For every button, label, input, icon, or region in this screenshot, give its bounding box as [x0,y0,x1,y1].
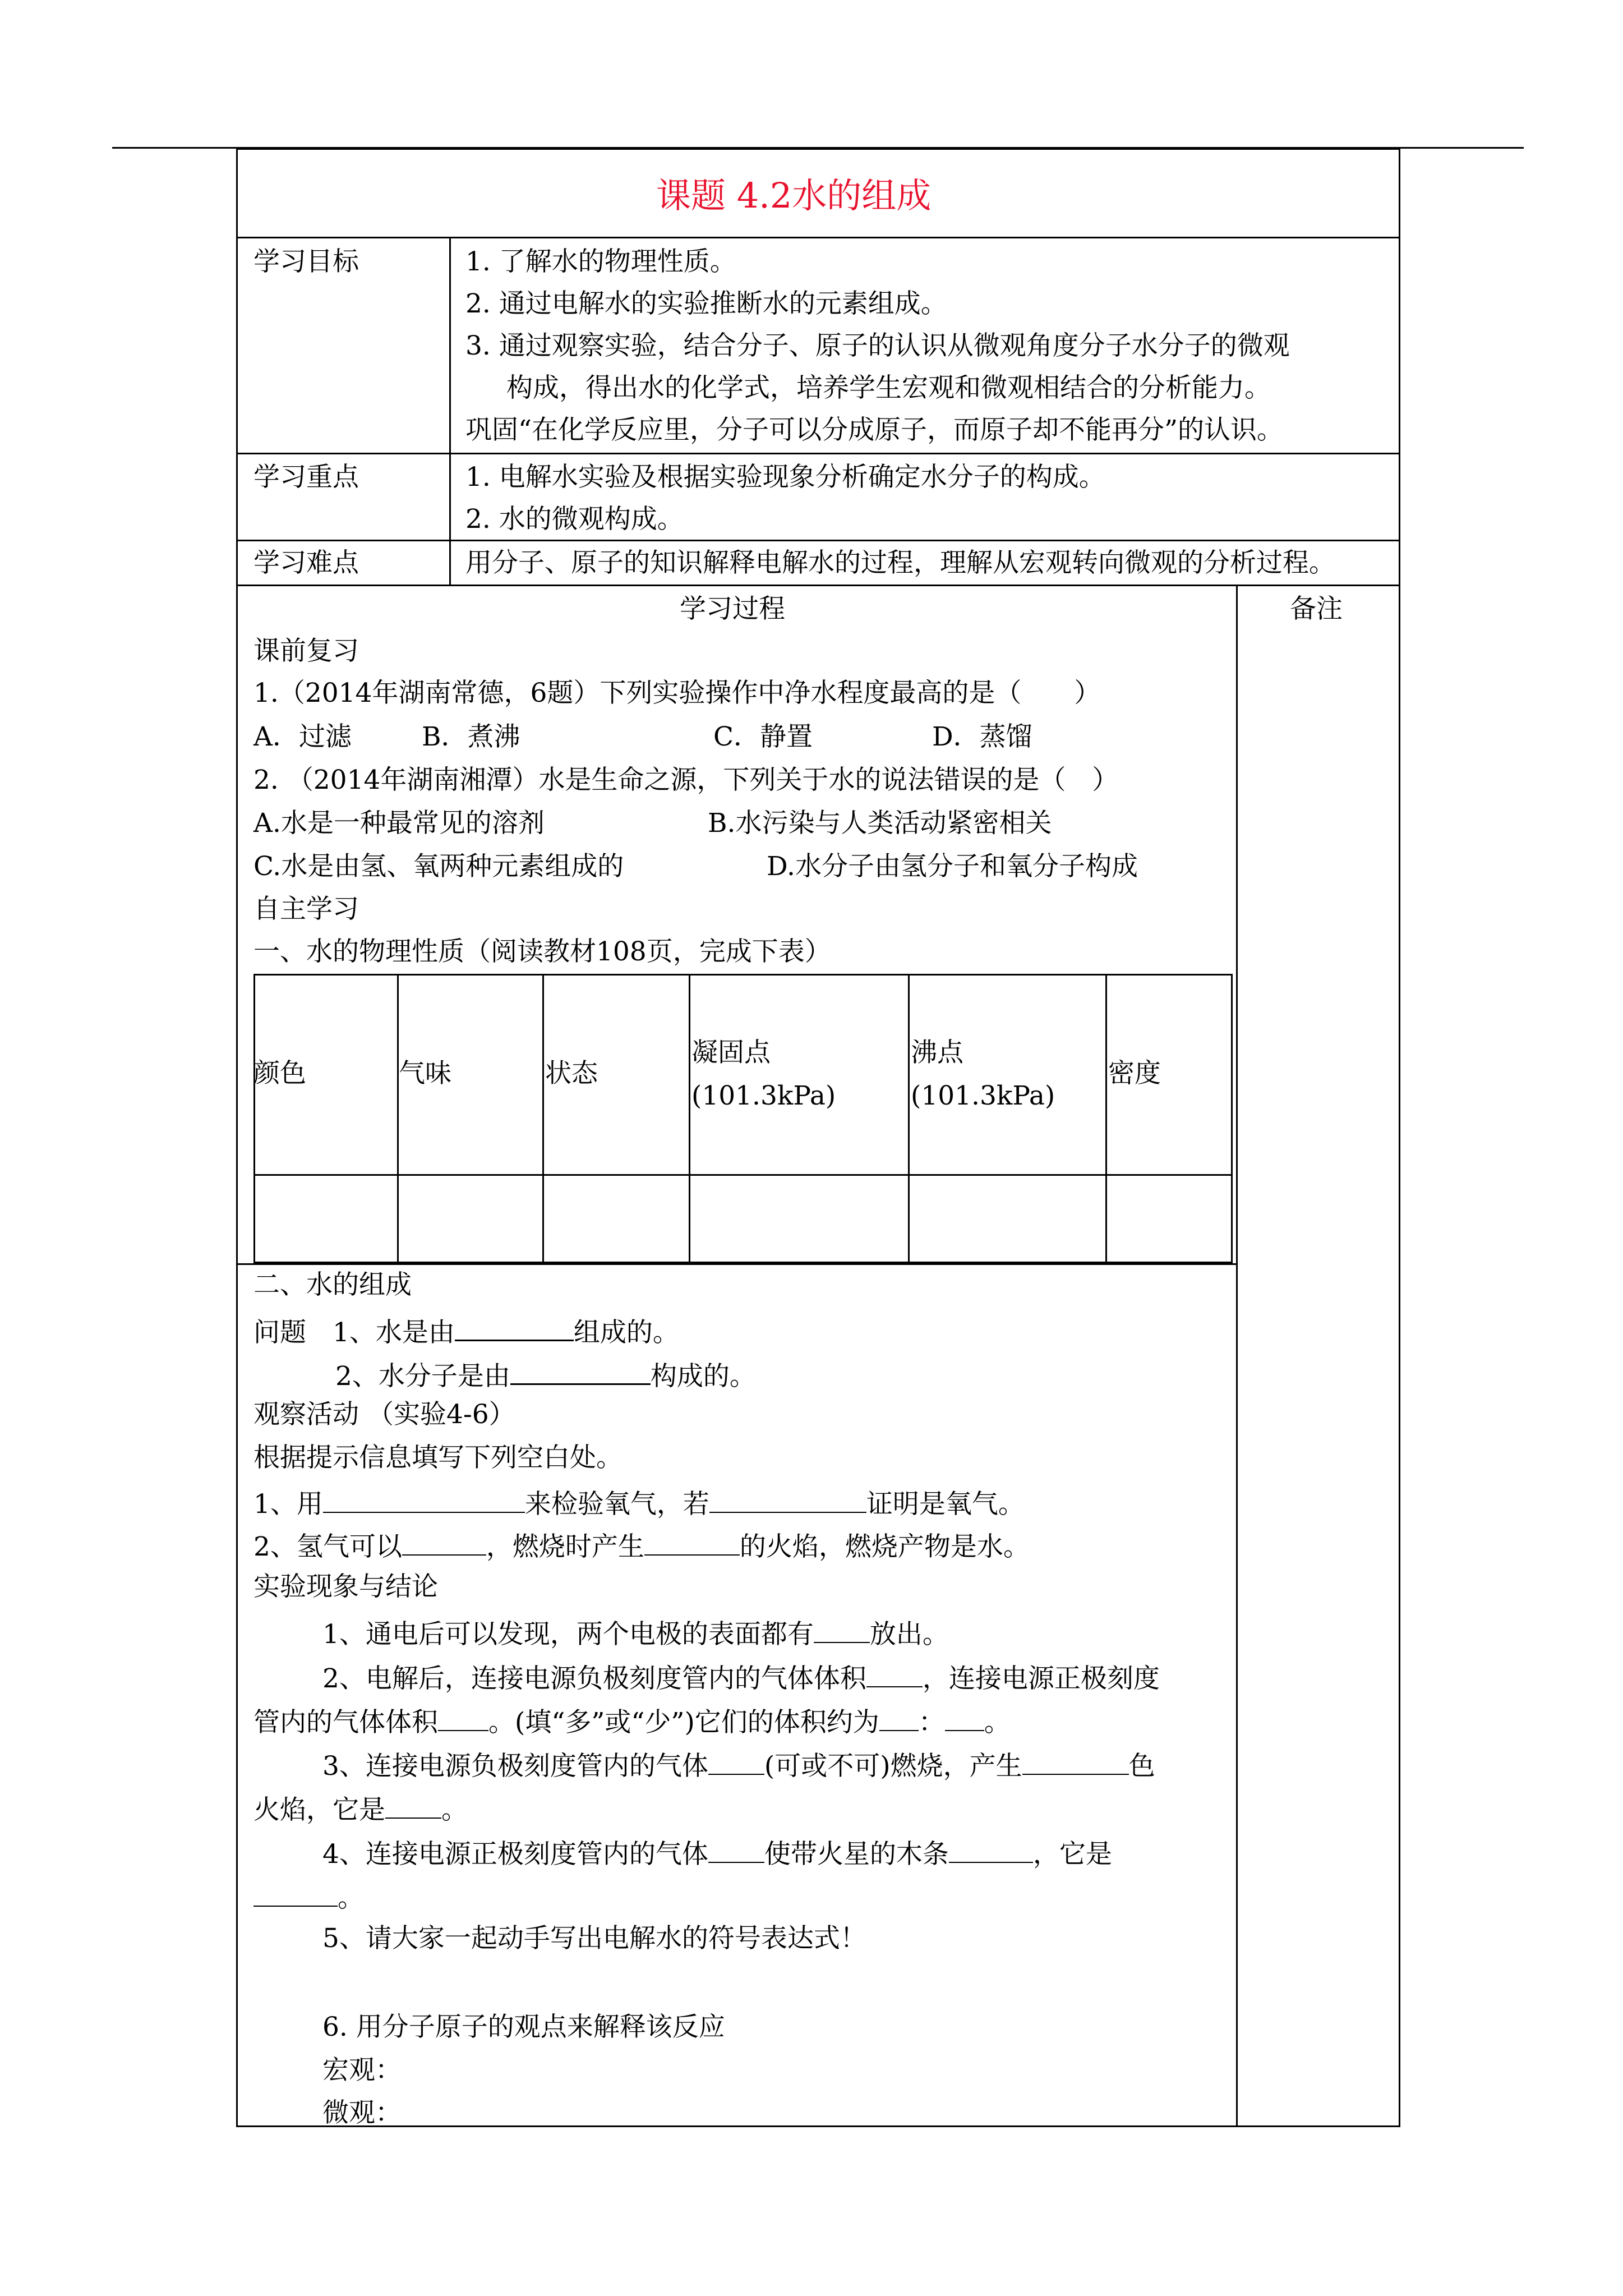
goal-item: 巩固“在化学反应里，分子可以分成原子，而原子却不能再分”的认识。 [465,415,1284,445]
option: B．煮沸 [422,721,520,752]
result-text: 。 [441,1795,468,1825]
goals-label: 学习目标 [253,246,359,277]
result-text: (可或不可)燃烧，产生 [764,1751,1022,1782]
result-line [322,1662,1160,1692]
fill-text: 2、氢气可以 [253,1531,402,1562]
process-header: 学习过程 [680,593,785,624]
result-text: 。(填“多”或“少”)它们的体积约为 [488,1707,879,1738]
option: C.水是由氢、氧两种元素组成的 [253,851,624,882]
grid-line [236,237,1400,238]
fill-text: 1、用 [253,1489,323,1520]
table-header-boiling-point: 沸点 [911,1037,963,1068]
result-text: 管内的气体体积 [253,1707,438,1738]
difficulty-text: 用分子、原子的知识解释电解水的过程，理解从宏观转向微观的分析过程。 [465,547,1335,578]
grid-line [397,974,399,1263]
result-text: 。 [984,1707,1011,1738]
results-heading: 实验现象与结论 [253,1571,438,1602]
result-line [322,1837,1112,1870]
answer-blank [253,1881,338,1907]
goal-item: 1. 了解水的物理性质。 [465,246,736,277]
answer-blank [949,1837,1033,1863]
answer-blank [385,1793,441,1819]
goal-item: 构成，得出水的化学式，培养学生宏观和微观相结合的分析能力。 [506,372,1271,403]
grid-line [1236,585,1238,2127]
result-text: 使带火星的木条 [764,1839,949,1870]
option: B.水污染与人类活动紧密相关 [708,808,1052,839]
review-heading: 课前复习 [253,636,359,666]
difficulty-label: 学习难点 [253,547,359,578]
result-text: 2、电解后，连接电源负极刻度管内的气体体积 [322,1663,866,1694]
fill-text: 的火焰，燃烧产物是水。 [739,1531,1030,1562]
grid-line [236,453,1400,454]
part-1-heading: 一、水的物理性质（阅读教材108页，完成下表） [253,936,831,967]
observe-heading: 观察活动 （实验4-6） [253,1399,515,1430]
answer-blank [708,1749,764,1775]
result-line [253,1881,364,1911]
result-line [253,1793,468,1823]
question-text: 构成的。 [650,1361,756,1392]
fill-line [253,1487,1025,1520]
table-header-pressure: (101.3kPa) [691,1080,836,1111]
page-title: 课题 4.2水的组成 [656,175,932,216]
question-line [253,1315,679,1346]
result-text: ，连接电源正极刻度 [922,1663,1160,1694]
answer-blank [438,1705,488,1731]
question-text: 组成的。 [573,1317,679,1348]
answer-blank [1022,1749,1129,1775]
key-point-item: 2. 水的微观构成。 [465,504,684,535]
fill-text: 来检验氧气，若 [524,1489,709,1520]
answer-blank [323,1487,525,1513]
question-1: 1.（2014年湖南常德，6题）下列实验操作中净水程度最高的是（ ） [253,678,1101,708]
grid-line [1105,974,1107,1263]
grid-line [449,237,451,585]
question-text: 2、水分子是由 [335,1361,510,1392]
option: C．静置 [713,721,813,752]
grid-line [236,540,1400,541]
result-line-6: 6. 用分子原子的观点来解释该反应 [322,2012,725,2042]
goal-item: 3. 通过观察实验，结合分子、原子的认识从微观角度分子水分子的微观 [465,330,1290,361]
grid-line [236,585,1400,586]
result-line-5: 5、请大家一起动手写出电解水的符号表达式！ [322,1923,866,1954]
table-header-state: 状态 [545,1058,598,1089]
answer-blank [879,1705,919,1731]
result-text: ，它是 [1032,1839,1112,1870]
answer-blank [866,1662,923,1687]
answer-blank [709,1487,866,1513]
answer-blank [644,1530,740,1556]
table-header-freezing-point: 凝固点 [691,1037,771,1068]
fill-hint: 根据提示信息填写下列空白处。 [253,1442,623,1473]
fill-line [253,1530,1030,1560]
answer-blank [814,1617,870,1643]
result-text: 色 [1128,1751,1155,1782]
properties-table [253,974,1233,1263]
answer-blank [945,1705,984,1731]
self-study-heading: 自主学习 [253,894,359,924]
result-text: 3、连接电源负极刻度管内的气体 [322,1751,708,1782]
notes-header: 备注 [1290,593,1343,624]
goal-item: 2. 通过电解水的实验推断水的元素组成。 [465,288,947,319]
result-line [253,1705,1011,1736]
grid-line [689,974,690,1263]
question-2: 2. （2014年湖南湘潭）水是生命之源，下列关于水的说法错误的是（ ） [253,765,1119,795]
key-point-item: 1. 电解水实验及根据实验现象分析确定水分子的构成。 [465,462,1105,493]
fill-text: ，燃烧时产生 [486,1531,644,1562]
grid-line [908,974,910,1263]
table-header-pressure: (101.3kPa) [911,1080,1055,1111]
option: A.水是一种最常见的溶剂 [253,808,545,839]
question-text: 问题 1、水是由 [253,1317,455,1348]
grid-line [542,974,544,1263]
macro-label: 宏观： [322,2055,402,2086]
result-text: 火焰，它是 [253,1795,385,1825]
part-2-heading: 二、水的组成 [253,1269,412,1300]
answer-blank [455,1315,574,1341]
result-text: 放出。 [869,1619,949,1650]
result-line [322,1617,949,1648]
key-points-label: 学习重点 [253,462,359,493]
result-text: 1、通电后可以发现，两个电极的表面都有 [322,1619,814,1650]
micro-label: 微观： [322,2097,402,2128]
answer-blank [510,1359,651,1385]
option: A．过滤 [253,721,352,752]
answer-blank [402,1530,486,1556]
option: D．蒸馏 [932,721,1032,752]
question-line [335,1359,756,1392]
grid-line [253,1174,1233,1176]
result-text: 。 [338,1883,364,1913]
option: D.水分子由氢分子和氧分子构成 [767,851,1138,882]
result-text: 4、连接电源正极刻度管内的气体 [322,1839,708,1870]
result-text: ： [918,1707,945,1738]
table-header-density: 密度 [1108,1058,1161,1089]
result-line [322,1749,1155,1782]
table-header-odor: 气味 [399,1058,451,1089]
fill-text: 证明是氧气。 [866,1489,1025,1520]
grid-line [236,1263,1237,1265]
table-header-color: 颜色 [253,1058,306,1089]
answer-blank [708,1837,764,1863]
